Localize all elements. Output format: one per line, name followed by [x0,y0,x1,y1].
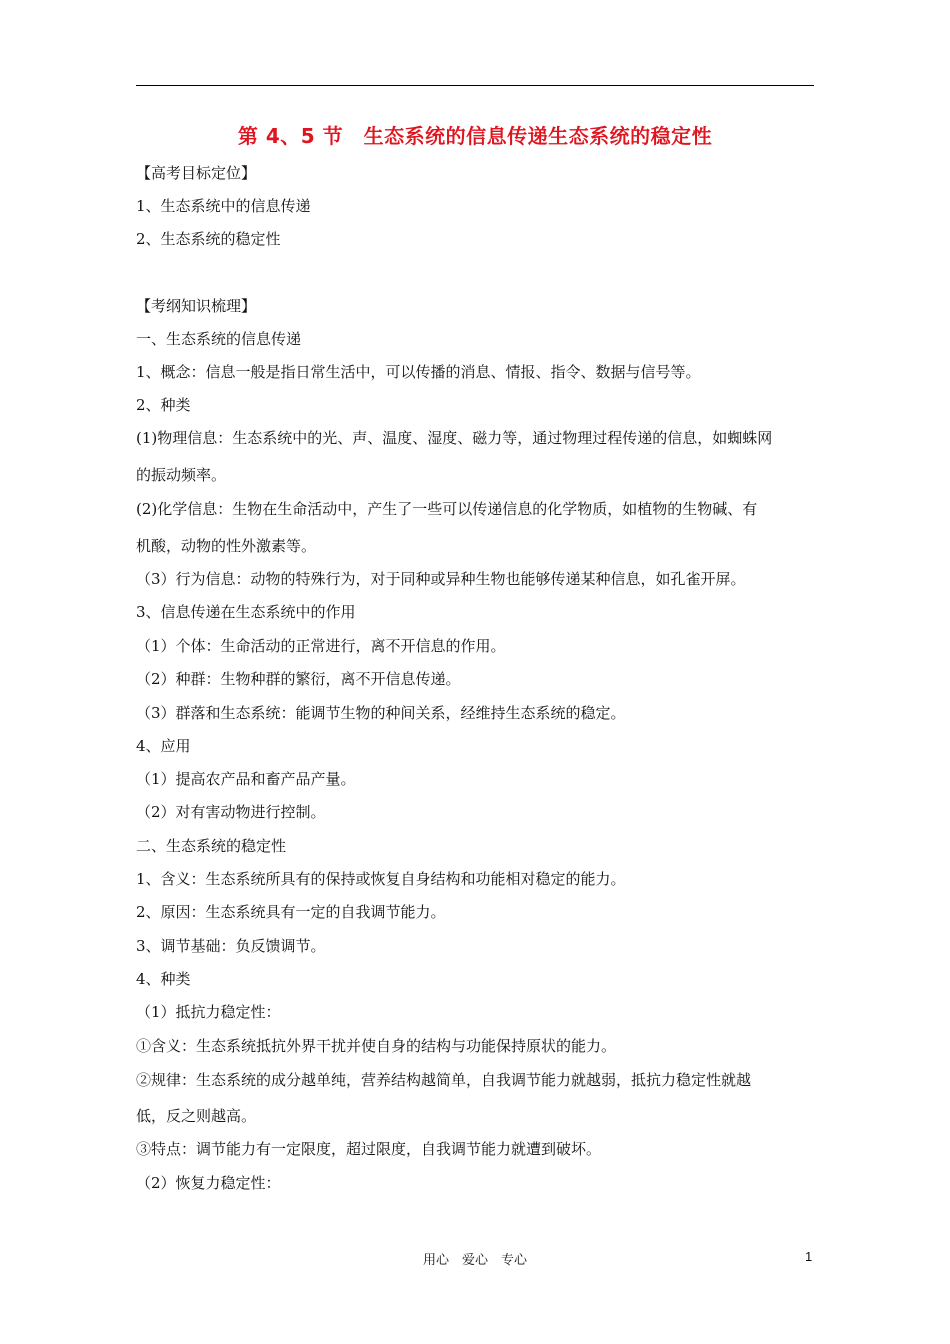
paragraph-line: （3）行为信息：动物的特殊行为，对于同种或异种生物也能够传递某种信息，如孔雀开屏。 [136,570,746,588]
paragraph-line: 3、信息传递在生态系统中的作用 [136,603,356,621]
paragraph-line: （2）恢复力稳定性： [136,1174,281,1192]
paragraph-line: （2）对有害动物进行控制。 [136,803,326,821]
paragraph-line: 3、调节基础：负反馈调节。 [136,937,326,955]
paragraph-line: 机酸，动物的性外激素等。 [136,537,317,555]
document-title: 第 4、5 节 生态系统的信息传递生态系统的稳定性 [237,124,713,148]
paragraph-line: 的振动频率。 [136,466,227,484]
goal-item: 2、生态系统的稳定性 [136,230,281,248]
paragraph-line: ②规律：生态系统的成分越单纯，营养结构越简单，自我调节能力就越弱，抵抗力稳定性就越 [136,1071,752,1089]
paragraph-line: 2、原因：生态系统具有一定的自我调节能力。 [136,903,446,921]
paragraph-line: （2）种群：生物种群的繁衍，离不开信息传递。 [136,670,461,688]
chapter-heading: 一、生态系统的信息传递 [136,330,302,348]
section-heading-goals: 【高考目标定位】 [136,164,257,182]
page-footer: 用心 爱心 专心 [422,1253,527,1268]
paragraph-line: 1、含义：生态系统所具有的保持或恢复自身结构和功能相对稳定的能力。 [136,870,626,888]
header-rule [136,85,814,86]
chapter-heading: 二、生态系统的稳定性 [136,837,287,855]
paragraph-line: （1）抵抗力稳定性： [136,1003,281,1021]
paragraph-line: 2、种类 [136,396,191,414]
paragraph-line: ①含义：生态系统抵抗外界干扰并使自身的结构与功能保持原状的能力。 [136,1037,617,1055]
paragraph-line: 4、种类 [136,970,191,988]
page-number: 1 [805,1249,813,1264]
paragraph-line: （3）群落和生态系统：能调节生物的种间关系，经维持生态系统的稳定。 [136,704,626,722]
paragraph-line: (1)物理信息：生态系统中的光、声、温度、湿度、磁力等，通过物理过程传递的信息，如蜘蛛网 [136,429,773,447]
section-heading-knowledge: 【考纲知识梳理】 [136,297,257,315]
paragraph-line: 4、应用 [136,737,191,755]
paragraph-line: （1）个体：生命活动的正常进行，离不开信息的作用。 [136,637,506,655]
paragraph-line: (2)化学信息：生物在生命活动中，产生了一些可以传递信息的化学物质，如植物的生物碱、有 [136,500,758,518]
goal-item: 1、生态系统中的信息传递 [136,197,311,215]
paragraph-line: ③特点：调节能力有一定限度，超过限度，自我调节能力就遭到破坏。 [136,1140,602,1158]
paragraph-line: 低，反之则越高。 [136,1107,257,1125]
paragraph-line: 1、概念：信息一般是指日常生活中，可以传播的消息、情报、指令、数据与信号等。 [136,363,701,381]
paragraph-line: （1）提高农产品和畜产品产量。 [136,770,356,788]
